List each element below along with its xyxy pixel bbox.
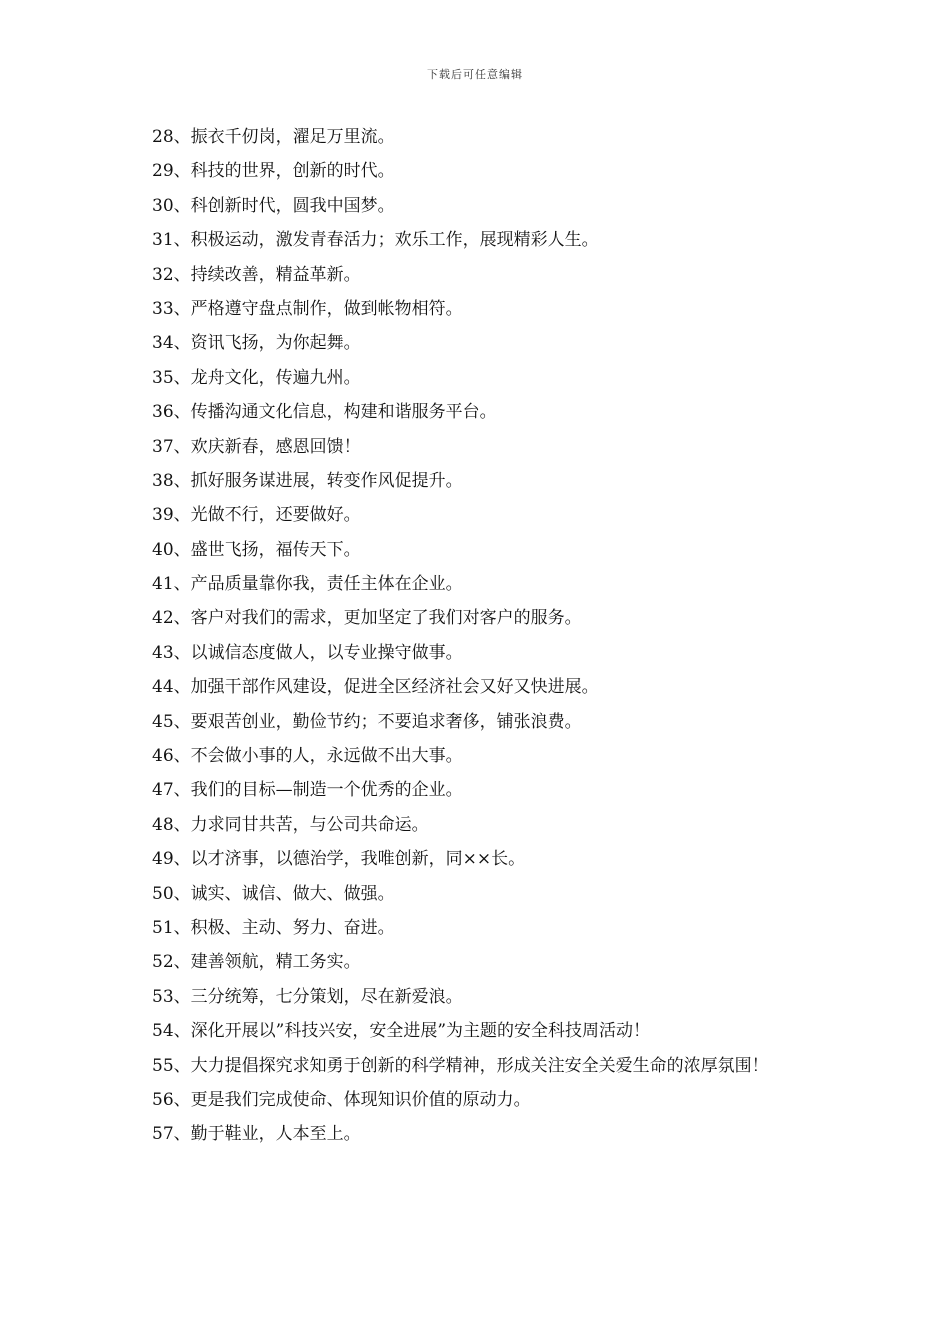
list-item: 52、建善领航，精工务实。 <box>152 952 361 973</box>
list-item: 50、诚实、诚信、做大、做强。 <box>152 883 395 904</box>
list-item: 44、加强干部作风建设，促进全区经济社会又好又快进展。 <box>152 677 599 698</box>
list-item: 55、大力提倡探究求知勇于创新的科学精神，形成关注安全关爱生命的浓厚氛围！ <box>152 1055 769 1076</box>
list-item: 46、不会做小事的人，永远做不出大事。 <box>152 746 463 767</box>
list-item: 42、客户对我们的需求，更加坚定了我们对客户的服务。 <box>152 608 582 629</box>
list-item: 56、更是我们完成使命、体现知识价值的原动力。 <box>152 1089 531 1110</box>
list-item: 36、传播沟通文化信息，构建和谐服务平台。 <box>152 402 497 423</box>
list-item: 28、振衣千仞岗，濯足万里流。 <box>152 127 395 147</box>
list-item: 37、欢庆新春，感恩回馈！ <box>152 436 361 457</box>
list-item: 29、科技的世界，创新的时代。 <box>152 161 395 182</box>
list-item: 35、龙舟文化，传遍九州。 <box>152 367 361 388</box>
list-item: 47、我们的目标—制造一个优秀的企业。 <box>152 780 463 801</box>
list-item: 41、产品质量靠你我，责任主体在企业。 <box>152 574 463 595</box>
list-item: 30、科创新时代，圆我中国梦。 <box>152 195 395 216</box>
list-item: 53、三分统筹，七分策划，尽在新爱浪。 <box>152 986 463 1007</box>
list-item: 40、盛世飞扬，福传天下。 <box>152 539 361 560</box>
list-item: 33、严格遵守盘点制作，做到帐物相符。 <box>152 298 463 319</box>
page-header-note: 下载后可任意编辑 <box>427 68 523 81</box>
list-item: 34、资讯飞扬，为你起舞。 <box>152 333 361 354</box>
list-item: 51、积极、主动、努力、奋进。 <box>152 917 395 938</box>
list-item: 48、力求同甘共苦，与公司共命运。 <box>152 814 429 835</box>
list-item: 38、抓好服务谋进展，转变作风促提升。 <box>152 470 463 491</box>
list-item: 43、以诚信态度做人，以专业操守做事。 <box>152 642 463 663</box>
list-item: 57、勤于鞋业，人本至上。 <box>152 1124 361 1145</box>
document-body <box>145 120 825 1152</box>
list-item: 31、积极运动，激发青春活力；欢乐工作，展现精彩人生。 <box>152 230 599 251</box>
list-item: 54、深化开展以”科技兴安，安全进展”为主题的安全科技周活动！ <box>152 1021 651 1042</box>
list-item: 32、持续改善，精益革新。 <box>152 264 361 285</box>
list-item: 45、要艰苦创业，勤俭节约；不要追求奢侈，铺张浪费。 <box>152 711 582 732</box>
list-item: 49、以才济事，以德治学，我唯创新，同××长。 <box>152 849 526 870</box>
list-item: 39、光做不行，还要做好。 <box>152 505 361 526</box>
